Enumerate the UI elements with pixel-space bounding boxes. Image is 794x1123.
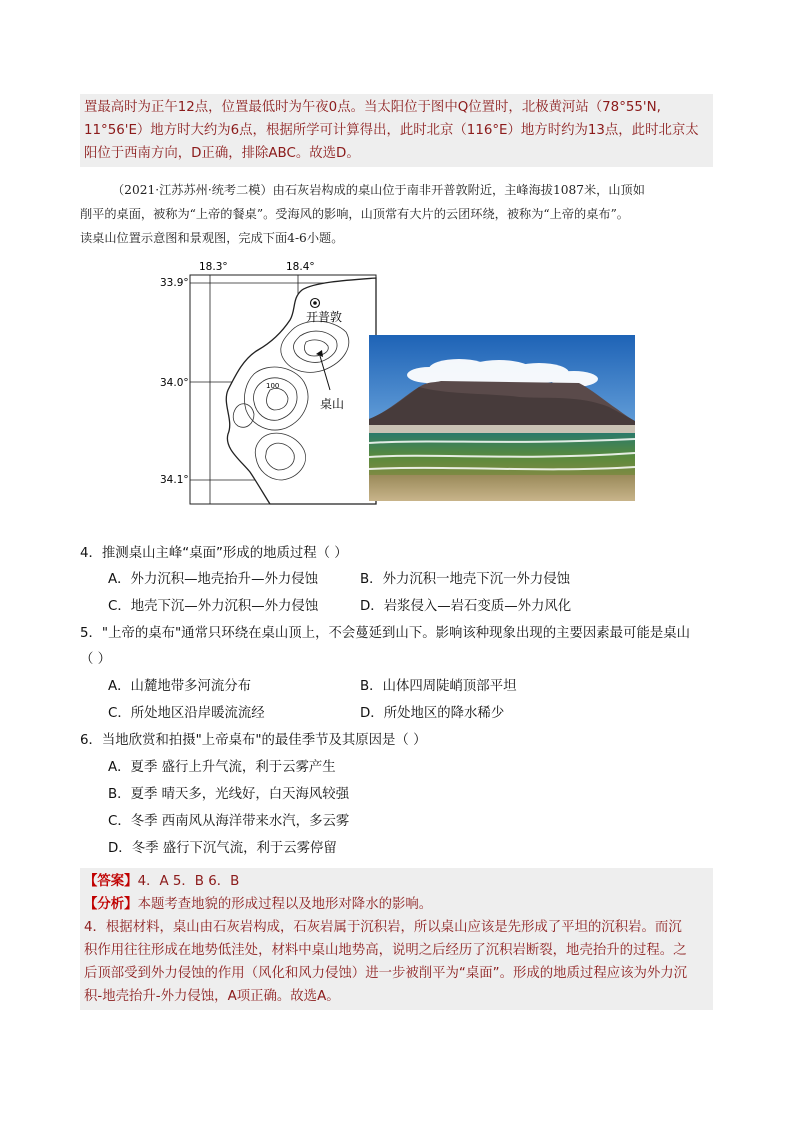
analysis-detail-line: 4．根据材料，桌山由石灰岩构成，石灰岩属于沉积岩，所以桌山应该是先形成了平坦的沉积岩。而沉 (84, 920, 682, 935)
table-mountain-photo (369, 335, 635, 501)
city-label: 开普敦 (306, 310, 343, 324)
question-5-option-a: A．山麓地带多河流分布 (108, 679, 252, 694)
question-6-option-c: C．冬季 西南风从海洋带来水汽，多云雾 (108, 814, 350, 829)
lat-label: 33.9° (160, 277, 189, 289)
lat-label: 34.1° (160, 474, 189, 486)
question-intro (80, 178, 716, 250)
analysis-line (84, 893, 709, 916)
top-explanation (80, 94, 713, 167)
table-mountain-location-map (154, 258, 379, 506)
intro-line: （2021·江苏苏州·统考二模）由石灰岩构成的桌山位于南非开普敦附近，主峰海拔1087米，山顶如 (112, 183, 645, 197)
analysis-text: 本题考查地貌的形成过程以及地形对降水的影响。 (137, 897, 433, 912)
question-5-option-d: D．所处地区的降水稀少 (360, 706, 505, 721)
question-4-option-c: C．地壳下沉—外力沉积—外力侵蚀 (108, 599, 319, 614)
lat-label: 34.0° (160, 377, 189, 389)
question-4-option-d: D．岩浆侵入—岩石变质—外力风化 (360, 599, 572, 614)
answer-analysis-block (80, 868, 713, 1010)
analysis-detail-line: 积-地壳抬升-外力侵蚀，A项正确。故选A。 (84, 989, 340, 1004)
question-4-option-b: B．外力沉积一地壳下沉一外力侵蚀 (360, 572, 571, 587)
analysis-tag: 【分析】 (84, 897, 138, 912)
answer-tag: 【答案】 (84, 874, 138, 889)
beach (369, 475, 635, 501)
question-6-option-d: D．冬季 盛行下沉气流，利于云雾停留 (108, 841, 337, 856)
explanation-line: 置最高时为正午12点，位置最低时为午夜0点。当太阳位于图中Q位置时，北极黄河站（78°55'N, (84, 100, 661, 115)
explanation-line: 11°56'E）地方时大约为6点，根据所学可计算得出，此时北京（116°E）地方时约为13点，此时北京太 (84, 123, 699, 138)
lon-label: 18.4° (286, 261, 315, 273)
intro-line: 削平的桌面，被称为“上帝的餐桌”。受海风的影响，山顶常有大片的云团环绕，被称为“上帝的桌布”。 (80, 207, 629, 221)
intro-line: 读桌山位置示意图和景观图，完成下面4-6小题。 (80, 231, 344, 245)
question-5-stem: 5．"上帝的桌布"通常只环绕在桌山顶上，不会蔓延到山下。影响该种现象出现的主要因素最可能是桌山 (80, 626, 691, 641)
question-4-stem: 4．推测桌山主峰“桌面”形成的地质过程（ ） (80, 546, 348, 561)
mountain-label: 桌山 (320, 397, 345, 411)
question-5-stem-cont: （ ） (80, 652, 112, 667)
answer-line (84, 870, 709, 893)
lon-label: 18.3° (199, 261, 228, 273)
question-6-option-b: B．夏季 晴天多，光线好，白天海风较强 (108, 787, 350, 802)
contour-value-label: 100 (266, 382, 280, 390)
question-6-stem: 6．当地欣赏和拍摄"上帝桌布"的最佳季节及其原因是（ ） (80, 733, 427, 748)
analysis-detail-line: 后顶部受到外力侵蚀的作用（风化和风力侵蚀）进一步被削平为“桌面”。形成的地质过程应该为外力沉 (84, 966, 688, 981)
question-5-option-b: B．山体四周陡峭顶部平坦 (360, 679, 517, 694)
question-6-option-a: A．夏季 盛行上升气流，利于云雾产生 (108, 760, 336, 775)
question-5-option-c: C．所处地区沿岸暖流流经 (108, 706, 265, 721)
explanation-line: 阳位于西南方向，D正确，排除ABC。故选D。 (84, 146, 360, 161)
city-shoreline (369, 425, 635, 433)
answer-text: 4．A 5．B 6．B (137, 874, 240, 889)
city-marker-icon (313, 301, 317, 305)
question-4-option-a: A．外力沉积—地壳抬升—外力侵蚀 (108, 572, 319, 587)
analysis-detail-line: 积作用往往形成在地势低洼处，材料中桌山地势高，说明之后经历了沉积岩断裂，地壳抬升的过程。之 (84, 943, 687, 958)
